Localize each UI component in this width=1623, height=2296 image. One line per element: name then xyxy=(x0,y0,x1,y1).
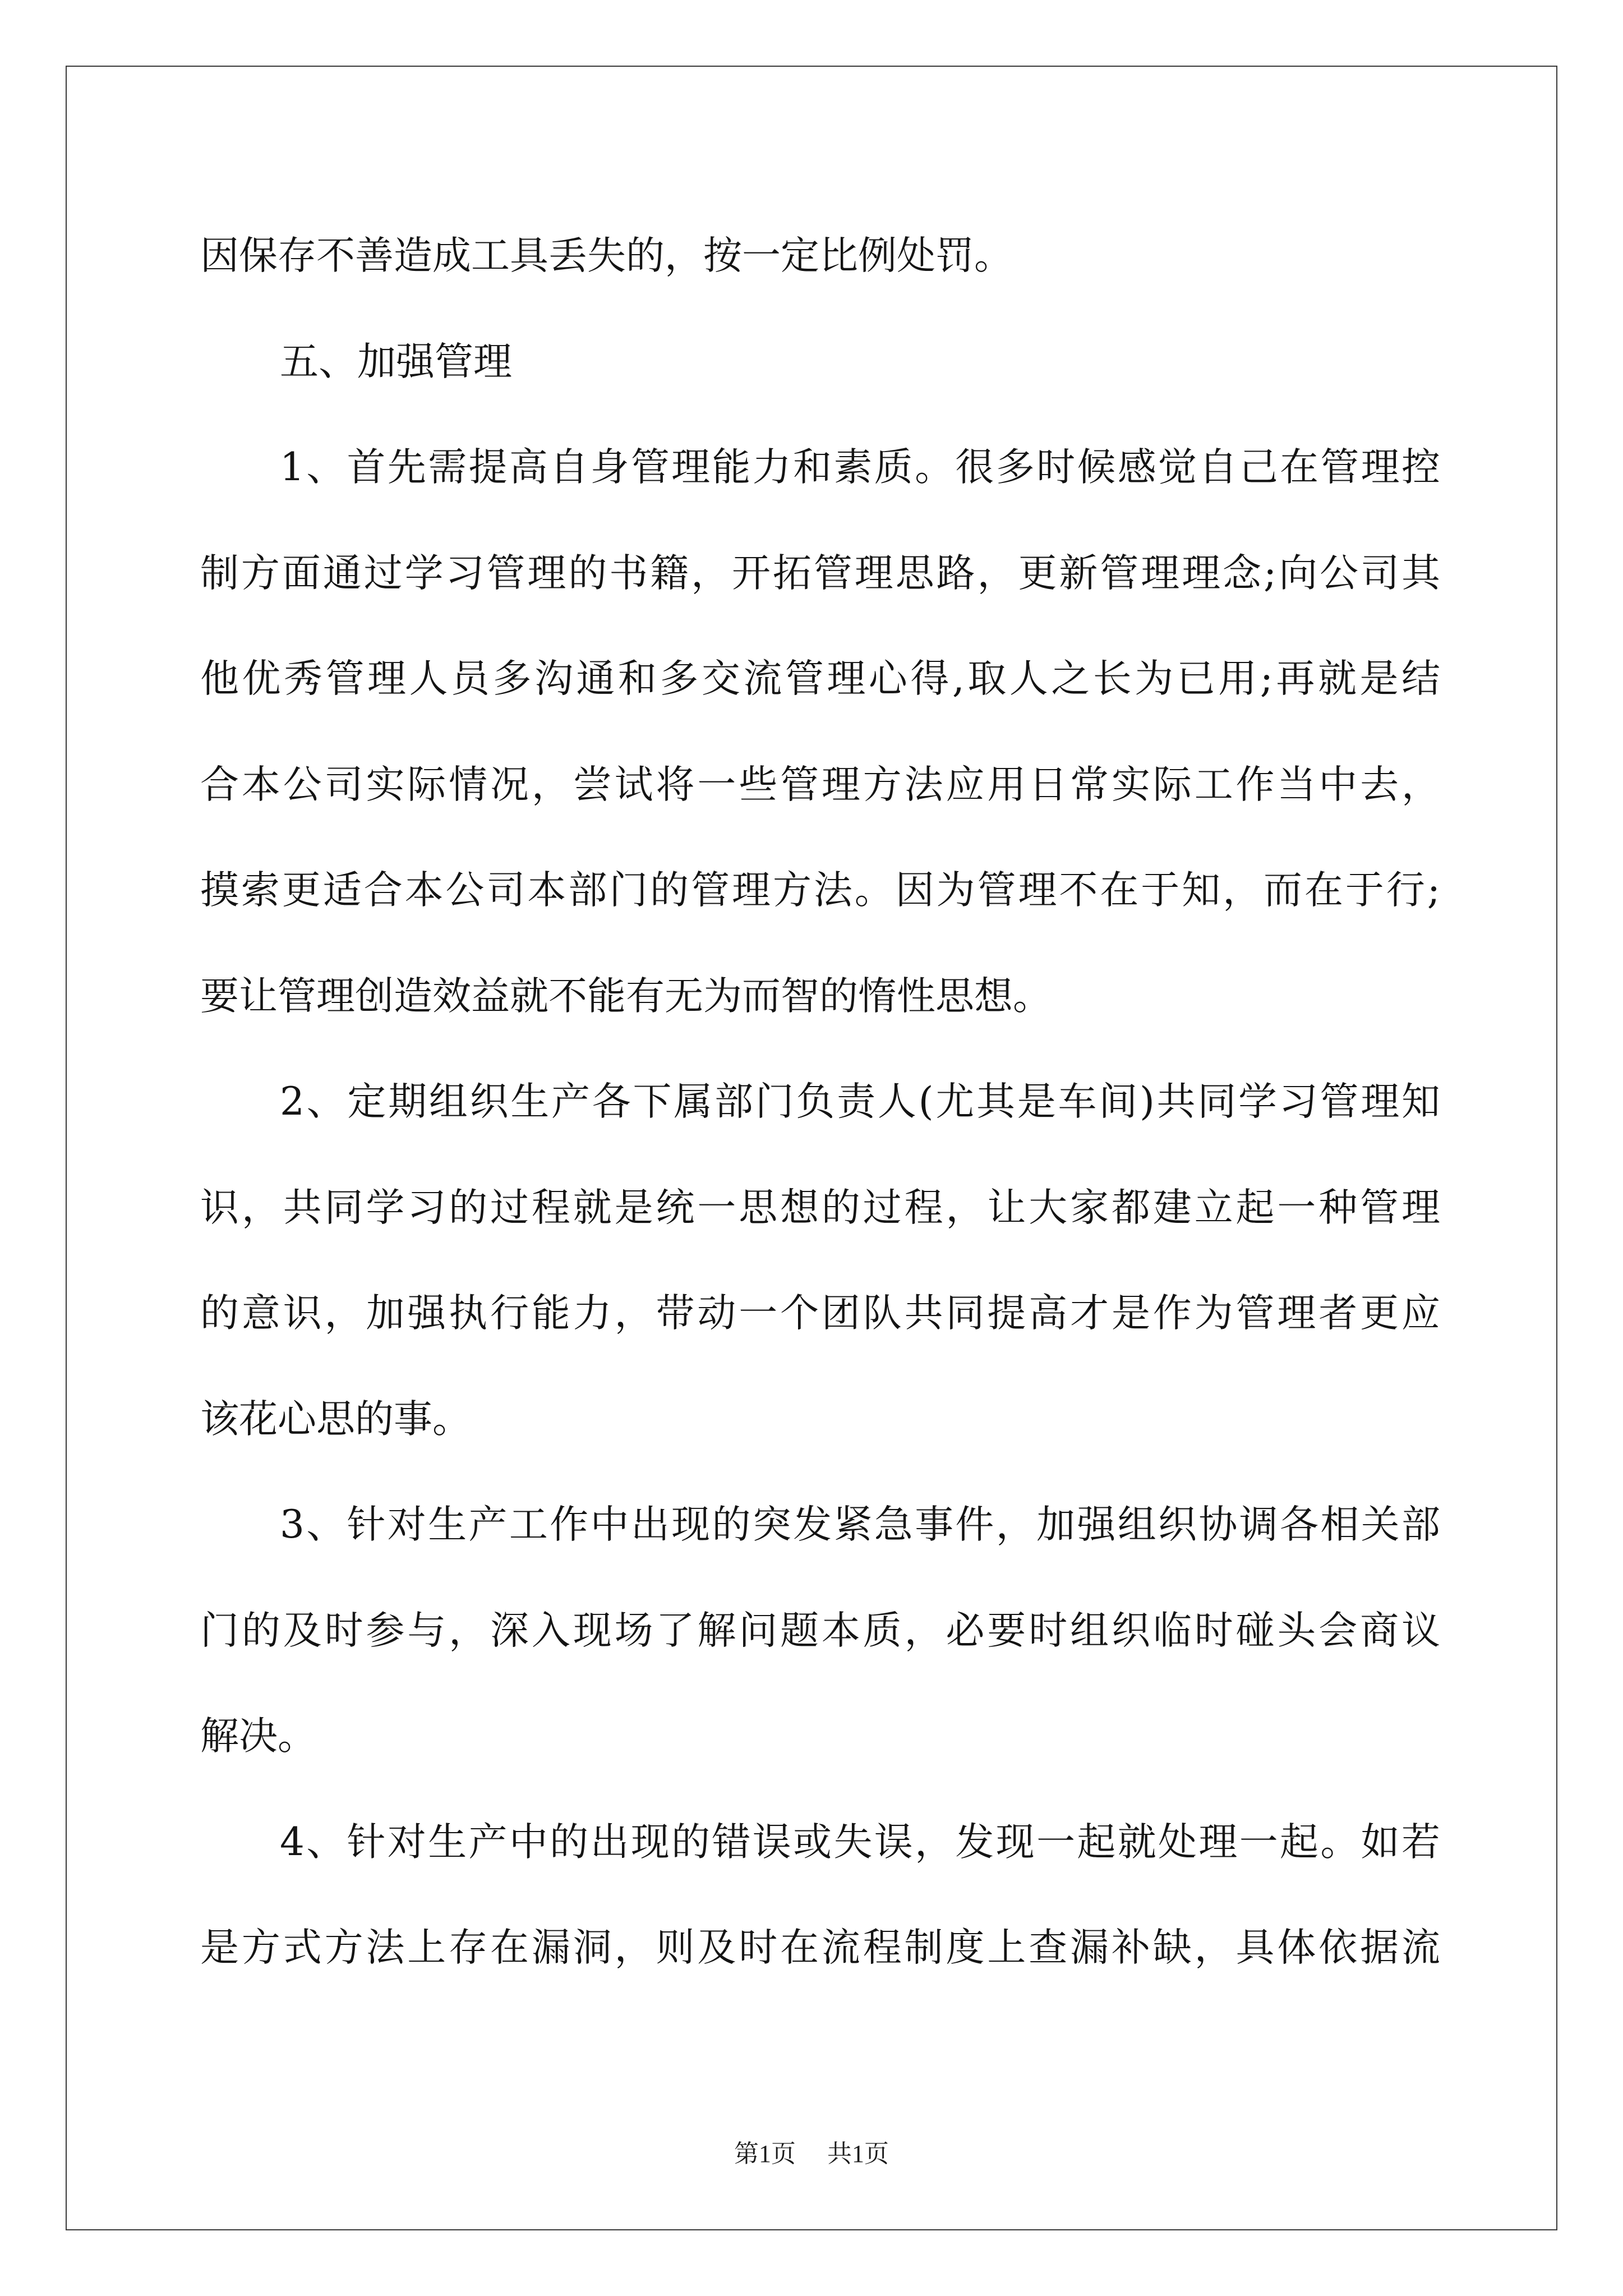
text-line: 是方式方法上存在漏洞，则及时在流程制度上查漏补缺，具体依据流 xyxy=(200,1925,1440,1970)
paragraph xyxy=(200,415,1440,1049)
text-line: 制方面通过学习管理的书籍，开拓管理思路，更新管理理念;向公司其 xyxy=(200,550,1440,596)
text-line: 2、定期组织生产各下属部门负责人(尤其是车间)共同学习管理知 xyxy=(280,1079,1440,1124)
page-footer xyxy=(0,2138,1623,2170)
text-line: 摸索更适合本公司本部门的管理方法。因为管理不在于知，而在于行; xyxy=(200,868,1440,913)
text-line: 解决。 xyxy=(200,1714,316,1759)
text-line: 他优秀管理人员多沟通和多交流管理心得,取人之长为已用;再就是结 xyxy=(200,656,1440,701)
text-line: 因保存不善造成工具丢失的，按一定比例处罚。 xyxy=(200,233,1013,278)
text-line: 1、首先需提高自身管理能力和素质。很多时候感觉自己在管理控 xyxy=(280,445,1440,490)
text-line: 4、针对生产中的出现的错误或失误，发现一起就处理一起。如若 xyxy=(280,1819,1440,1865)
paragraph xyxy=(200,1789,1440,2001)
paragraph xyxy=(200,1049,1440,1472)
text-line: 该花心思的事。 xyxy=(200,1396,471,1442)
page-number: 第1页 xyxy=(734,2140,796,2168)
paragraph xyxy=(200,203,1440,309)
paragraph xyxy=(200,309,1440,415)
text-line: 要让管理创造效益就不能有无为而智的惰性思想。 xyxy=(200,973,1052,1019)
text-line: 识，共同学习的过程就是统一思想的过程，让大家都建立起一种管理 xyxy=(200,1185,1440,1230)
section-heading: 五、加强管理 xyxy=(280,339,512,384)
text-line: 的意识，加强执行能力，带动一个团队共同提高才是作为管理者更应 xyxy=(200,1291,1440,1336)
paragraph xyxy=(200,1472,1440,1789)
page-total: 共1页 xyxy=(827,2140,889,2168)
text-line: 3、针对生产工作中出现的突发紧急事件，加强组织协调各相关部 xyxy=(280,1502,1440,1547)
document-body xyxy=(200,203,1440,2001)
text-line: 合本公司实际情况，尝试将一些管理方法应用日常实际工作当中去， xyxy=(200,762,1440,807)
text-line: 门的及时参与，深入现场了解问题本质，必要时组织临时碰头会商议 xyxy=(200,1608,1440,1653)
